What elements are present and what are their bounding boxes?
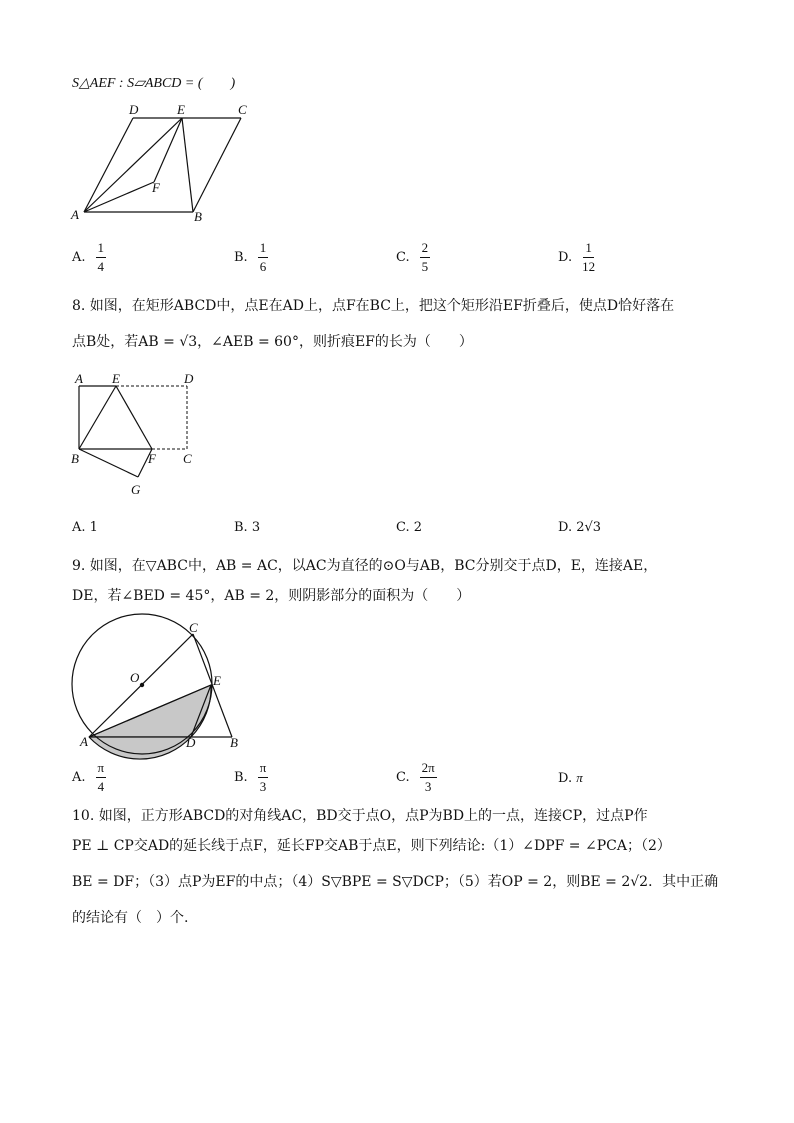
q9-label-c: C xyxy=(189,620,198,635)
q7-option-a-fraction: $\frac{1}{4}$ xyxy=(97,240,105,274)
q9-option-c-fraction: $\frac{2\pi}{3}$ xyxy=(421,760,435,794)
q10-line-4: 的结论有（ ）个. xyxy=(72,910,189,926)
q7-option-c-letter: C. xyxy=(396,250,410,265)
q9-option-a[interactable] xyxy=(72,760,106,795)
q8-option-b-value: 3 xyxy=(251,520,261,535)
q8-label-g: G xyxy=(131,482,141,497)
q10-line-2: PE ⊥ CP交AD的延长线于点F，延长FP交AB于点E，则下列结论:（1）∠DPF = ∠PCA；（2） xyxy=(72,838,671,854)
q9-option-c[interactable] xyxy=(396,760,437,795)
q8-label-e: E xyxy=(112,371,120,386)
q9-option-d-value: π xyxy=(576,770,583,785)
q9-label-o: O xyxy=(130,670,140,685)
q7-option-d-fraction: $\frac{1}{12}$ xyxy=(582,240,596,274)
q8-option-a-letter: A. xyxy=(72,520,86,535)
q10-line-3: BE = DF；（3）点P为EF的中点；（4）S▽BPE = S▽DCP；（5）若OP = 2，则BE = 2√2．其中正确 xyxy=(72,874,719,890)
q8-label-d: D xyxy=(184,371,194,386)
q9-option-a-letter: A. xyxy=(72,770,86,785)
q8-label-f: F xyxy=(148,451,156,466)
q7-label-c: C xyxy=(238,102,247,117)
q9-label-e: E xyxy=(213,673,221,688)
q8-line-1: 8. 如图，在矩形ABCD中，点E在AD上，点F在BC上，把这个矩形沿EF折叠后，使点D恰好落在 xyxy=(72,298,675,314)
q9-option-b[interactable] xyxy=(234,760,268,795)
q7-label-d: D xyxy=(129,102,139,117)
q9-shaded-segment xyxy=(89,737,191,759)
q8-option-a-value: 1 xyxy=(89,520,98,535)
q8-option-b-letter: B. xyxy=(234,520,248,535)
q10-line-1: 10. 如图，正方形ABCD的对角线AC，BD交于点O，点P为BD上的一点，连接CP，过点P作 xyxy=(72,808,648,824)
q9-label-b: B xyxy=(230,735,238,750)
q8-label-a: A xyxy=(75,371,83,386)
q9-option-d[interactable] xyxy=(558,770,583,786)
q9-option-b-fraction: $\frac{\pi}{3}$ xyxy=(259,760,267,794)
q7-label-a: A xyxy=(71,207,79,222)
q7-label-b: B xyxy=(194,209,202,224)
q7-label-e: E xyxy=(177,102,185,117)
q7-option-b-letter: B. xyxy=(234,250,248,265)
q8-option-d-letter: D. xyxy=(558,520,573,535)
q7-label-f: F xyxy=(152,180,160,195)
q8-option-c-value: 2 xyxy=(413,520,423,535)
q9-center-dot xyxy=(140,683,144,687)
q7-option-d-letter: D. xyxy=(558,250,573,265)
q7-option-b-fraction: $\frac{1}{6}$ xyxy=(259,240,267,274)
q8-label-b: B xyxy=(71,451,79,466)
q7-option-a-letter: A. xyxy=(72,250,86,265)
q9-label-a: A xyxy=(80,734,88,749)
q9-option-c-letter: C. xyxy=(396,770,410,785)
q9-line-1: 9. 如图，在▽ABC中，AB = AC，以AC为直径的⊙O与AB，BC分别交于点D，E，连接AE， xyxy=(72,558,658,574)
q8-line-2: 点B处，若AB = √3，∠AEB = 60°，则折痕EF的长为（ ） xyxy=(72,334,473,350)
q9-option-d-letter: D. xyxy=(558,771,573,786)
q9-option-b-letter: B. xyxy=(234,770,248,785)
q9-option-a-fraction: $\frac{\pi}{4}$ xyxy=(97,760,105,794)
q9-line-2: DE，若∠BED = 45°，AB = 2，则阴影部分的面积为（ ） xyxy=(72,588,471,604)
q8-label-c: C xyxy=(183,451,192,466)
q8-option-d-value: 2√3 xyxy=(576,520,602,535)
q8-option-c-letter: C. xyxy=(396,520,410,535)
q7-option-c-fraction: $\frac{2}{5}$ xyxy=(421,240,429,274)
q9-label-d: D xyxy=(186,735,196,750)
q7-stem: S△AEF : S▱ABCD = ( ) xyxy=(72,76,236,91)
